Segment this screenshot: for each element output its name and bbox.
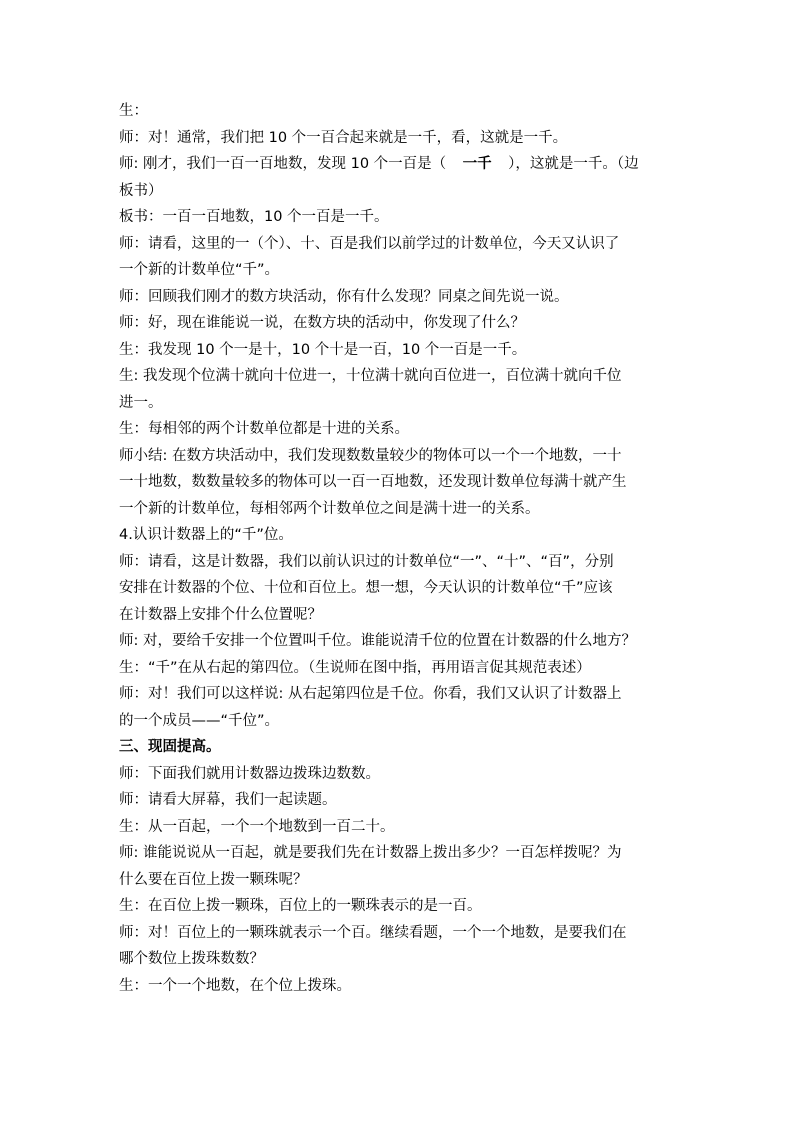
text-line-20: 在计数器上安排个什么位置呢？ (119, 606, 322, 623)
text-line-8: 师：回顾我们刚才的数方块活动，你有什么发现？同桌之间先说一说。 (119, 288, 569, 305)
text-line-14: 师小结: 在数方块活动中，我们发现数数量较少的物体可以一个一个地数，一十 (119, 447, 622, 464)
text-line-28: 生：从一百起，一个一个地数到一百二十。 (119, 818, 395, 835)
text-line-30: 什么要在百位上拨一颗珠呢？ (119, 871, 308, 888)
text-line-5: 板书：一百一百地数，10 个一百是一千。 (119, 209, 389, 225)
text-line-13: 生：每相邻的两个计数单位都是十进的关系。 (119, 421, 409, 437)
text-line-2: 师：对！通常，我们把 10 个一百合起来就是一千，看，这就是一千。 (119, 129, 568, 146)
text-line-19: 安排在计数器的个位、十位和百位上。想一想，今天认识的计数单位“千”应该 (119, 580, 613, 596)
document-body (119, 98, 679, 999)
text-line-18: 师：请看，这是计数器，我们以前认识过的计数单位“一”、“十”、“百”，分别 (119, 553, 614, 570)
text-line-7: 一个新的计数单位“千”。 (119, 262, 280, 278)
text-line-22: 生：“千”在从右起的第四位。（生说师在图中指，再用语言促其规范表述） (119, 659, 591, 676)
line-3-head: 师: 刚才，我们一百一百地数，发现 10 个一百是（ (119, 156, 447, 172)
text-line-23: 师：对！我们可以这样说: 从右起第四位是千位。你看，我们又认识了计数器上 (119, 686, 622, 702)
text-line-21: 师: 对，要给千安排一个位置叫千位。谁能说清千位的位置在计数器的什么地方？ (119, 633, 636, 649)
text-line-34: 生：一个一个地数，在个位上拨珠。 (119, 977, 351, 994)
line-3-tail: ），这就是一千。（边 (508, 156, 639, 172)
text-line-24: 的一个成员——“千位”。 (119, 712, 280, 729)
text-line-1: 生： (119, 103, 148, 119)
text-line-11: 生: 我发现个位满十就向十位进一，十位满十就向百位进一，百位满十就向千位 (119, 368, 622, 384)
text-line-32: 师：对！百位上的一颗珠就表示一个百。继续看题，一个一个地数，是要我们在 (119, 924, 627, 941)
section-heading-4: 4.认识计数器上的“千”位。 (119, 527, 293, 543)
text-line-29: 师: 谁能说说从一百起，就是要我们先在计数器上拨出多少？一百怎样拨呢？为 (119, 845, 622, 861)
fill-blank-answer: 一千 (462, 156, 492, 172)
text-line-3 (119, 151, 679, 178)
text-line-33: 哪个数位上拨珠数数？ (119, 951, 264, 967)
section-heading-3: 三、现固提高。 (119, 739, 221, 755)
text-line-12: 进一。 (119, 394, 163, 411)
text-line-6: 师：请看，这里的一（个）、十、百是我们以前学过的计数单位，今天又认识了 (119, 235, 620, 252)
text-line-9: 师：好，现在谁能说一说，在数方块的活动中，你发现了什么？ (119, 315, 525, 331)
text-line-16: 一个新的计数单位，每相邻两个计数单位之间是满十进一的关系。 (119, 500, 540, 517)
text-line-4: 板书） (119, 182, 163, 199)
text-line-31: 生：在百位上拨一颗珠，百位上的一颗珠表示的是一百。 (119, 898, 482, 914)
text-line-15: 一十地数，数数量较多的物体可以一百一百地数，还发现计数单位每满十就产生 (119, 474, 627, 490)
text-line-27: 师：请看大屏幕，我们一起读题。 (119, 792, 337, 808)
text-line-26: 师：下面我们就用计数器边拨珠边数数。 (119, 765, 380, 782)
text-line-10: 生：我发现 10 个一是十，10 个十是一百，10 个一百是一千。 (119, 341, 527, 358)
